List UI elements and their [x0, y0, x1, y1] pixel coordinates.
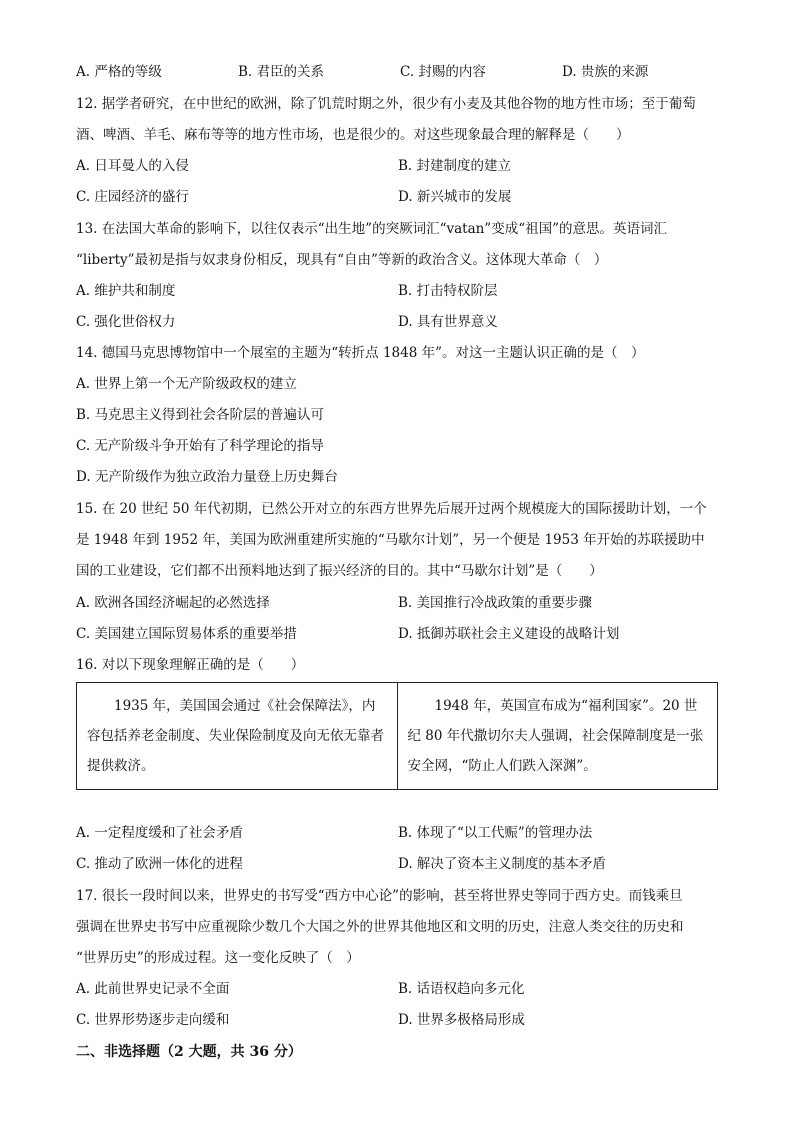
- q16-stem-line-1: 16. 对以下现象理解正确的是（ ）: [76, 657, 305, 673]
- q15-option-d: D. 抵御苏联社会主义建设的战略计划: [398, 626, 620, 642]
- q16-option-b: B. 体现了“以工代赈”的管理办法: [398, 825, 593, 841]
- q14-option-b: B. 马克思主义得到社会各阶层的普遍认可: [76, 407, 325, 423]
- q12-option-b: B. 封建制度的建立: [398, 158, 512, 174]
- q15-option-a: A. 欧洲各国经济崛起的必然选择: [76, 595, 270, 611]
- q11-option-d: D. 贵族的来源: [562, 64, 649, 80]
- q11-option-a: A. 严格的等级: [76, 64, 162, 80]
- q14-option-c: C. 无产阶级斗争开始有了科学理论的指导: [76, 438, 324, 454]
- q15-stem-line-3: 国的工业建设，它们都不出预料地达到了振兴经济的目的。其中“马歇尔计划”是（ ）: [76, 563, 603, 579]
- q13-stem-line-2: “liberty”最初是指与奴隶身份相反，现具有“自由”等新的政治含义。这体现大革命（ ）: [76, 252, 608, 268]
- q16-material-right: [397, 683, 718, 790]
- q12-option-a: A. 日耳曼人的入侵: [76, 158, 189, 174]
- q15-option-c: C. 美国建立国际贸易体系的重要举措: [76, 626, 297, 642]
- q16-material-right-text: 1948 年，英国宣布成为“福利国家”。20 世纪 80 年代撒切尔夫人强调，社会保障制度是一张安全网，“防止人们跌入深渊”。: [407, 698, 704, 774]
- q16-material-left-text: 1935 年，美国国会通过《社会保障法》，内容包括养老金制度、失业保险制度及向无依无靠者提供救济。: [87, 698, 384, 774]
- q17-option-b: B. 话语权趋向多元化: [398, 981, 525, 997]
- q15-stem-line-1: 15. 在 20 世纪 50 年代初期，已然公开对立的东西方世界先后展开过两个规模庞大的国际援助计划，一个: [76, 501, 707, 517]
- q16-material-table: [76, 682, 718, 790]
- q16-option-c: C. 推动了欧洲一体化的进程: [76, 856, 243, 872]
- q13-option-d: D. 具有世界意义: [398, 314, 498, 330]
- q13-stem-line-1: 13. 在法国大革命的影响下，以往仅表示“出生地”的突厥词汇“vatan”变成“祖国”的意思。英语词汇: [76, 221, 668, 237]
- q17-option-d: D. 世界多极格局形成: [398, 1012, 525, 1028]
- q12-option-d: D. 新兴城市的发展: [398, 189, 512, 205]
- q15-stem-line-2: 是 1948 年到 1952 年，美国为欧洲重建所实施的“马歇尔计划”，另一个便是 1953 年开始的苏联援助中: [76, 532, 705, 548]
- q12-option-c: C. 庄园经济的盛行: [76, 189, 189, 205]
- q17-stem-line-2: 强调在世界史书写中应重视除少数几个大国之外的世界其他地区和文明的历史，注意人类交往的历史和: [76, 919, 684, 935]
- q14-stem-line-1: 14. 德国马克思博物馆中一个展室的主题为“转折点 1848 年”。对这一主题认识正确的是（ ）: [76, 345, 645, 361]
- q13-option-a: A. 维护共和制度: [76, 283, 176, 299]
- q17-option-a: A. 此前世界史记录不全面: [76, 981, 230, 997]
- q14-option-d: D. 无产阶级作为独立政治力量登上历史舞台: [76, 469, 338, 485]
- q17-option-c: C. 世界形势逐步走向缓和: [76, 1012, 230, 1028]
- q13-option-c: C. 强化世俗权力: [76, 314, 176, 330]
- q14-option-a: A. 世界上第一个无产阶级政权的建立: [76, 376, 297, 392]
- q16-option-d: D. 解决了资本主义制度的基本矛盾: [398, 856, 606, 872]
- q12-stem-line-2: 酒、啤酒、羊毛、麻布等等的地方性市场，也是很少的。对这些现象最合理的解释是（ ）: [76, 127, 630, 143]
- q17-stem-line-3: “世界历史”的形成过程。这一变化反映了（ ）: [76, 950, 360, 966]
- q16-material-left: [77, 683, 398, 790]
- q15-option-b: B. 美国推行冷战政策的重要步骤: [398, 595, 593, 611]
- section-2-title: 二、非选择题（2 大题，共 36 分）: [76, 1044, 302, 1060]
- q16-option-a: A. 一定程度缓和了社会矛盾: [76, 825, 243, 841]
- q11-option-c: C. 封赐的内容: [400, 64, 486, 80]
- q17-stem-line-1: 17. 很长一段时间以来，世界史的书写受“西方中心论”的影响，甚至将世界史等同于西方史。而钱乘旦: [76, 888, 683, 904]
- q13-option-b: B. 打击特权阶层: [398, 283, 498, 299]
- q11-option-b: B. 君臣的关系: [238, 64, 325, 80]
- q12-stem-line-1: 12. 据学者研究，在中世纪的欧洲，除了饥荒时期之外，很少有小麦及其他谷物的地方性市场；至于葡萄: [76, 96, 696, 112]
